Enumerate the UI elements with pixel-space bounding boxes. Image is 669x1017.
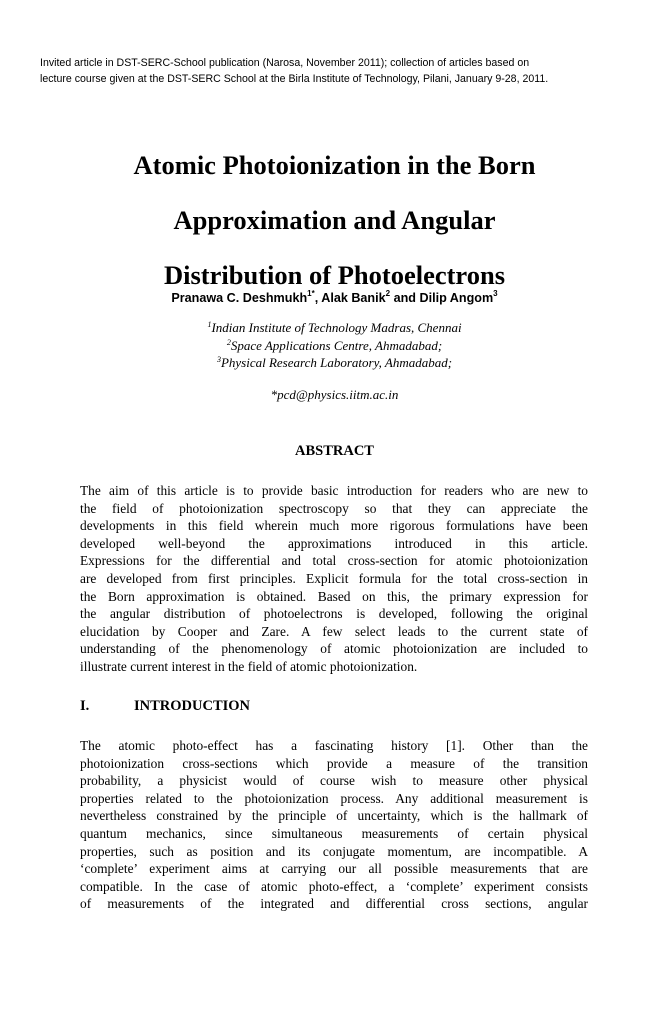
affiliation-text: Physical Research Laboratory, Ahmadabad; [220, 355, 453, 370]
abstract-heading: ABSTRACT [295, 443, 374, 459]
affiliation-text: Space Applications Centre, Ahmadabad; [230, 337, 443, 353]
author-separator: and [390, 291, 420, 305]
note-line: Invited article in DST-SERC-School publication (Narosa, November 2011); collection of articles based on [40, 57, 530, 69]
section-title: INTRODUCTION [134, 698, 251, 714]
author-affiliation-mark: 1* [307, 289, 315, 298]
abstract-line: Expressions for the differential and total cross-section for atomic photoionization [80, 553, 588, 569]
affiliation-mark: 3 [216, 355, 221, 364]
title-line: Distribution of Photoelectrons [163, 260, 506, 290]
author-list [0, 290, 669, 306]
affiliation-text: Indian Institute of Technology Madras, Chennai [211, 320, 462, 335]
affiliation-mark: 1 [207, 320, 212, 329]
author-affiliation-mark: 3 [493, 289, 498, 298]
paper-title [60, 138, 609, 303]
title-line: Approximation and Angular [173, 205, 496, 235]
author-name: Pranawa C. Deshmukh [171, 291, 308, 305]
author-name: Dilip Angom [419, 291, 494, 305]
author-separator: , [314, 291, 322, 305]
publication-note [40, 56, 640, 87]
abstract-line: elucidation by Cooper and Zare. A few select leads to the current state of [80, 623, 588, 639]
body-line: photoionization cross-sections which provide a measure of the transition [80, 755, 588, 771]
abstract-line: developments in this field wherein much more rigorous formulations have been [80, 518, 588, 534]
affiliation [0, 319, 669, 337]
section-number: I. [80, 698, 90, 714]
affiliation-mark: 2 [226, 337, 231, 347]
abstract-line: the angular distribution of photoelectrons is developed, following the original [80, 606, 588, 622]
affiliation-list [0, 319, 669, 372]
abstract-body [80, 482, 588, 676]
body-line: The atomic photo-effect has a fascinating history [1]. Other than the [80, 738, 588, 753]
body-line: properties, such as position and its conjugate momentum, are incompatible. A [80, 843, 588, 859]
body-line: nevertheless constrained by the principle of uncertainty, which is the hallmark of [80, 808, 588, 824]
abstract-line: the field of photoionization spectroscopy so that they can appreciate the [80, 500, 588, 516]
author-name: Alak Banik [321, 291, 386, 305]
affiliation [0, 337, 669, 355]
abstract-line: are developed from first principles. Explicit formula for the total cross-section in [80, 570, 588, 586]
abstract-line: understanding of the phenomenology of atomic photoionization are included to [80, 641, 588, 657]
introduction-body [80, 737, 588, 913]
abstract-line: developed well-beyond the approximations introduced in this article. [80, 535, 588, 551]
section-heading-introduction [80, 698, 250, 715]
body-line: quantum mechanics, since simultaneous measurements of certain physical [80, 825, 588, 841]
body-line: properties related to the photoionization process. Any additional measurement is [80, 790, 588, 806]
body-line: of measurements of the integrated and differential cross sections, angular [80, 896, 588, 912]
note-line: lecture course given at the DST-SERC School at the Birla Institute of Technology, Pilani, January 9-28, 2011. [40, 72, 549, 85]
body-line: ‘complete’ experiment aims at carrying our all possible measurements that are [80, 861, 588, 877]
author-affiliation-mark: 2 [385, 289, 391, 298]
corresponding-email: *pcd@physics.iitm.ac.in [270, 387, 399, 402]
body-line: probability, a physicist would of course wish to measure other physical [80, 773, 588, 789]
abstract-line: The aim of this article is to provide basic introduction for readers who are new to [80, 483, 588, 498]
body-line: compatible. In the case of atomic photo-effect, a ‘complete’ experiment consists [80, 878, 588, 894]
title-line: Atomic Photoionization in the Born [133, 150, 536, 180]
abstract-line: illustrate current interest in the field of atomic photoionization. [80, 658, 418, 674]
affiliation [0, 354, 669, 372]
abstract-line: the Born approximation is obtained. Based on this, the primary expression for [80, 588, 588, 604]
